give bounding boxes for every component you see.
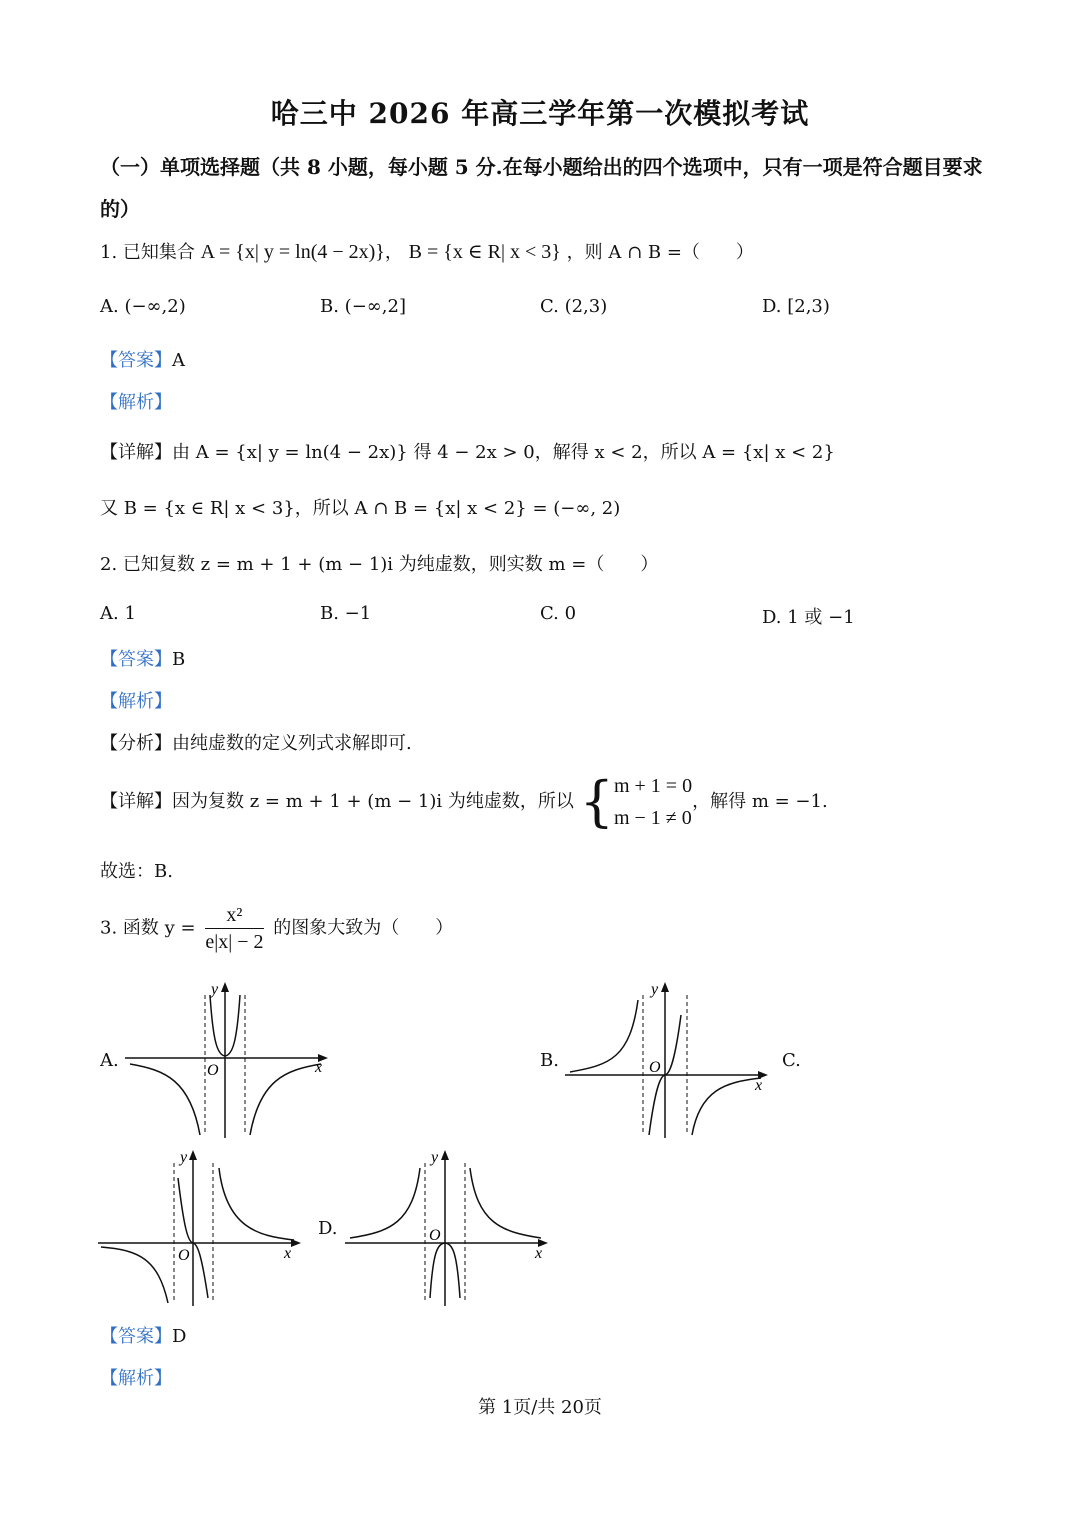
q2-option-c: C. 0 xyxy=(540,603,577,624)
question-3-stem xyxy=(100,902,453,955)
origin-label: O xyxy=(178,1247,190,1264)
q2-detail-pre: 因为复数 z = m + 1 + (m − 1)i 为纯虚数，所以 xyxy=(172,791,574,812)
q1-stem-pre: 1. 已知集合 xyxy=(100,242,195,263)
detail-tag: 【详解】 xyxy=(100,791,172,812)
y-label: y xyxy=(180,1149,188,1166)
q3-answer: D xyxy=(172,1326,187,1347)
q2-detail-line xyxy=(100,770,828,834)
answer-tag: 【答案】 xyxy=(100,350,172,371)
q1-option-b: B. (−∞,2] xyxy=(320,296,406,317)
section-heading: （一）单项选择题（共 8 小题，每小题 5 分.在每小题给出的四个选项中，只有一项是符合题目要求的） xyxy=(100,155,983,221)
q3-stem-pre: 3. 函数 y = xyxy=(100,917,196,939)
q2-detail-post: ，解得 m = −1. xyxy=(692,791,828,812)
q2-conclusion: 故选：B. xyxy=(100,861,173,882)
x-label: x xyxy=(284,1245,292,1262)
curve-left xyxy=(130,1064,200,1135)
page-title: 哈三中 2026 年高三学年第一次模拟考试 xyxy=(270,97,810,130)
y-axis-arrow xyxy=(441,1150,449,1160)
q3-stem-post: 的图象大致为（ ） xyxy=(273,917,454,939)
page-footer: 第 1页/共 20页 xyxy=(478,1397,602,1418)
curve-right xyxy=(692,1078,761,1135)
q1-answer: A xyxy=(172,350,185,371)
fenxi-tag: 【分析】 xyxy=(100,733,172,754)
origin-label: O xyxy=(429,1227,441,1244)
q1-set-a: A = {x| y = ln(4 − 2x)} xyxy=(200,241,385,263)
q2-option-d: D. 1 或 −1 xyxy=(762,607,855,628)
graph-option-a xyxy=(125,980,335,1140)
graph-option-d xyxy=(345,1148,555,1308)
origin-label: O xyxy=(649,1059,661,1076)
q1-detail-line-1 xyxy=(100,438,835,464)
curve-left xyxy=(350,1168,420,1238)
x-label: x xyxy=(755,1077,763,1094)
y-axis-arrow xyxy=(221,982,229,992)
curve-right xyxy=(219,1168,294,1240)
q1-answer-line xyxy=(100,346,185,372)
answer-tag: 【答案】 xyxy=(100,1326,172,1347)
q3-analysis-tag: 【解析】 xyxy=(100,1368,172,1389)
q1-option-a: A. (−∞,2) xyxy=(100,296,186,317)
detail-tag: 【详解】 xyxy=(100,442,172,463)
curve-left xyxy=(570,1000,638,1072)
y-axis-arrow xyxy=(661,982,669,992)
y-label: y xyxy=(651,981,659,998)
x-label: x xyxy=(535,1245,543,1262)
x-label: x xyxy=(315,1059,323,1076)
curve-right xyxy=(250,1064,321,1135)
q1-analysis-tag: 【解析】 xyxy=(100,392,172,413)
q2-answer: B xyxy=(172,649,186,670)
q3-label-a: A. xyxy=(100,1050,119,1071)
brace-symbol: { xyxy=(579,770,614,833)
y-label: y xyxy=(431,1149,439,1166)
q2-answer-line xyxy=(100,645,185,671)
q1-option-c: C. (2,3) xyxy=(540,296,608,317)
q2-fenxi-line xyxy=(100,729,412,755)
function-fraction xyxy=(205,902,263,955)
y-axis-arrow xyxy=(189,1150,197,1160)
answer-tag: 【答案】 xyxy=(100,649,172,670)
y-label: y xyxy=(211,981,219,998)
q1-detail-1: 由 A = {x| y = ln(4 − 2x)} 得 4 − 2x > 0，解得 x < 2，所以 A = {x| x < 2} xyxy=(172,442,835,463)
origin-label: O xyxy=(207,1062,219,1079)
q3-label-b: B. xyxy=(540,1050,559,1071)
curve-right xyxy=(470,1168,541,1238)
q1-detail-line-2: 又 B = {x ∈ R| x < 3}，所以 A ∩ B = {x| x < 2} = (−∞, 2) xyxy=(100,498,621,519)
q2-analysis-tag: 【解析】 xyxy=(100,691,172,712)
fraction-denominator: e|x| − 2 xyxy=(205,931,264,953)
q2-option-b: B. −1 xyxy=(320,603,372,624)
graph-option-c xyxy=(98,1148,308,1308)
q1-stem-post: ，则 A ∩ B =（ ） xyxy=(566,242,754,263)
q3-answer-line xyxy=(100,1322,186,1348)
q1-option-d: D. [2,3) xyxy=(762,296,830,317)
fraction-numerator: x² xyxy=(205,902,263,929)
q1-comma: ， xyxy=(384,242,403,263)
curve-left xyxy=(101,1247,168,1303)
question-1-stem xyxy=(100,238,754,264)
q1-set-b: B = {x ∈ R| x < 3} xyxy=(408,241,561,263)
graph-option-b xyxy=(565,980,775,1140)
q3-label-c: C. xyxy=(782,1050,801,1071)
q2-fenxi: 由纯虚数的定义列式求解即可. xyxy=(172,733,412,754)
sys-eq-2: m − 1 ≠ 0 xyxy=(613,807,692,829)
question-2-stem: 2. 已知复数 z = m + 1 + (m − 1)i 为纯虚数，则实数 m =（ ） xyxy=(100,554,659,575)
sys-eq-1: m + 1 = 0 xyxy=(613,775,693,797)
q2-option-a: A. 1 xyxy=(100,603,136,624)
equation-system xyxy=(614,770,692,834)
q3-label-d: D. xyxy=(318,1218,338,1239)
